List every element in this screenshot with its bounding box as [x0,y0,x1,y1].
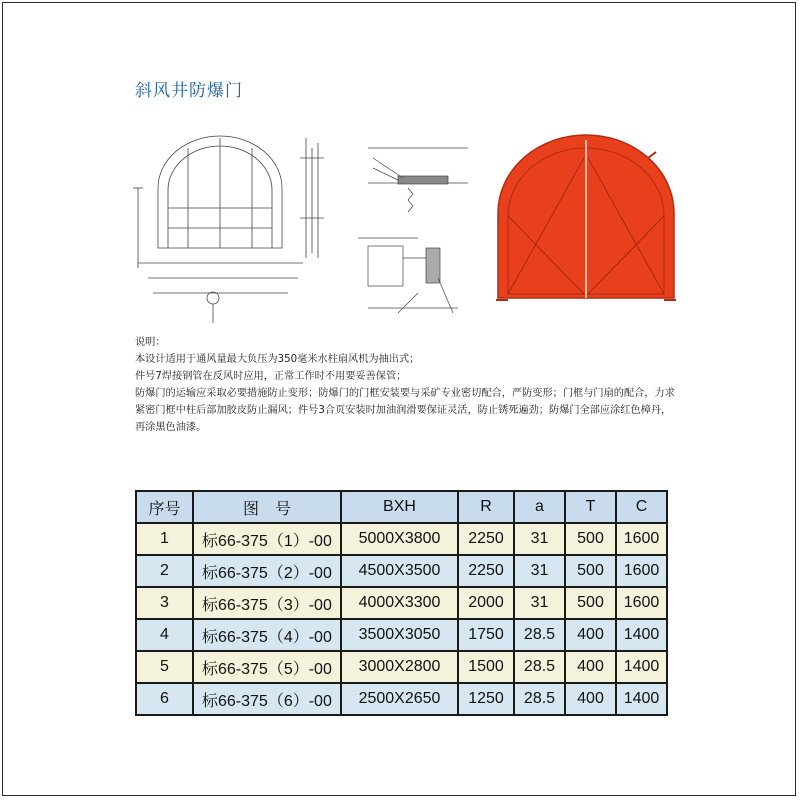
cell-drawing-no: 标66-375（3）-00 [193,587,341,619]
cell-t: 400 [565,651,616,683]
table-row [136,619,667,651]
notes-line: 本设计适用于通风量最大负压为350毫米水柱扇风机为抽出式； [135,354,420,365]
notes-line: 防爆门的运输应采取必要措施防止变形；防爆门的门框安装要与采矿专业密切配合，严防变形；门框与门扇的配合，力求紧密门框中柱后部加胶皮防止漏风；件号3合页安装时加油润滑要保证灵活，防止锈死遍劲；防爆门全部应涂红色樟丹，再涂黑色油漆。 [135,388,675,433]
table-row [136,587,667,619]
side-view-drawing [300,138,324,258]
cell-a: 31 [514,587,565,619]
red-door-illustration [496,135,676,300]
table-header-row [136,491,667,523]
header-bxh: BXH [341,491,458,523]
notes-line: 件号7焊接钢管在反风时应用，正常工作时不用要妥善保管； [135,371,407,382]
cell-a: 31 [514,523,565,555]
door-elevation-drawing [133,136,303,323]
notes-section [135,334,675,436]
cell-index: 1 [136,523,193,555]
page-title: 斜风井防爆门 [135,81,243,101]
header-t: T [565,491,616,523]
cell-index: 4 [136,619,193,651]
cell-bxh: 5000X3800 [341,523,458,555]
cell-a: 28.5 [514,683,565,715]
spec-table [135,490,668,716]
cell-a: 31 [514,555,565,587]
cell-r: 1750 [458,619,514,651]
cell-drawing-no: 标66-375（5）-00 [193,651,341,683]
cell-c: 1400 [616,683,667,715]
cell-bxh: 4000X3300 [341,587,458,619]
header-a: a [514,491,565,523]
cell-bxh: 3500X3050 [341,619,458,651]
cell-r: 2000 [458,587,514,619]
cell-t: 400 [565,619,616,651]
cell-drawing-no: 标66-375（1）-00 [193,523,341,555]
table-row [136,523,667,555]
detail-drawings [358,148,468,313]
cell-index: 2 [136,555,193,587]
cell-index: 5 [136,651,193,683]
cell-r: 2250 [458,523,514,555]
cell-bxh: 3000X2800 [341,651,458,683]
cell-bxh: 2500X2650 [341,683,458,715]
header-r: R [458,491,514,523]
cell-r: 1250 [458,683,514,715]
technical-drawings [128,118,688,328]
table-row [136,683,667,715]
notes-heading: 说明： [135,337,166,348]
cell-t: 500 [565,555,616,587]
cell-c: 1400 [616,619,667,651]
cell-bxh: 4500X3500 [341,555,458,587]
cell-t: 500 [565,523,616,555]
cell-drawing-no: 标66-375（2）-00 [193,555,341,587]
cell-r: 2250 [458,555,514,587]
cell-index: 6 [136,683,193,715]
cell-a: 28.5 [514,619,565,651]
table-row [136,651,667,683]
header-drawing-no: 图 号 [193,491,341,523]
header-index: 序号 [136,491,193,523]
header-c: C [616,491,667,523]
cell-c: 1600 [616,555,667,587]
cell-c: 1600 [616,523,667,555]
cell-c: 1400 [616,651,667,683]
cell-t: 500 [565,587,616,619]
cell-c: 1600 [616,587,667,619]
cell-index: 3 [136,587,193,619]
table-row [136,555,667,587]
cell-r: 1500 [458,651,514,683]
cell-t: 400 [565,683,616,715]
cell-drawing-no: 标66-375（6）-00 [193,683,341,715]
cell-drawing-no: 标66-375（4）-00 [193,619,341,651]
cell-a: 28.5 [514,651,565,683]
